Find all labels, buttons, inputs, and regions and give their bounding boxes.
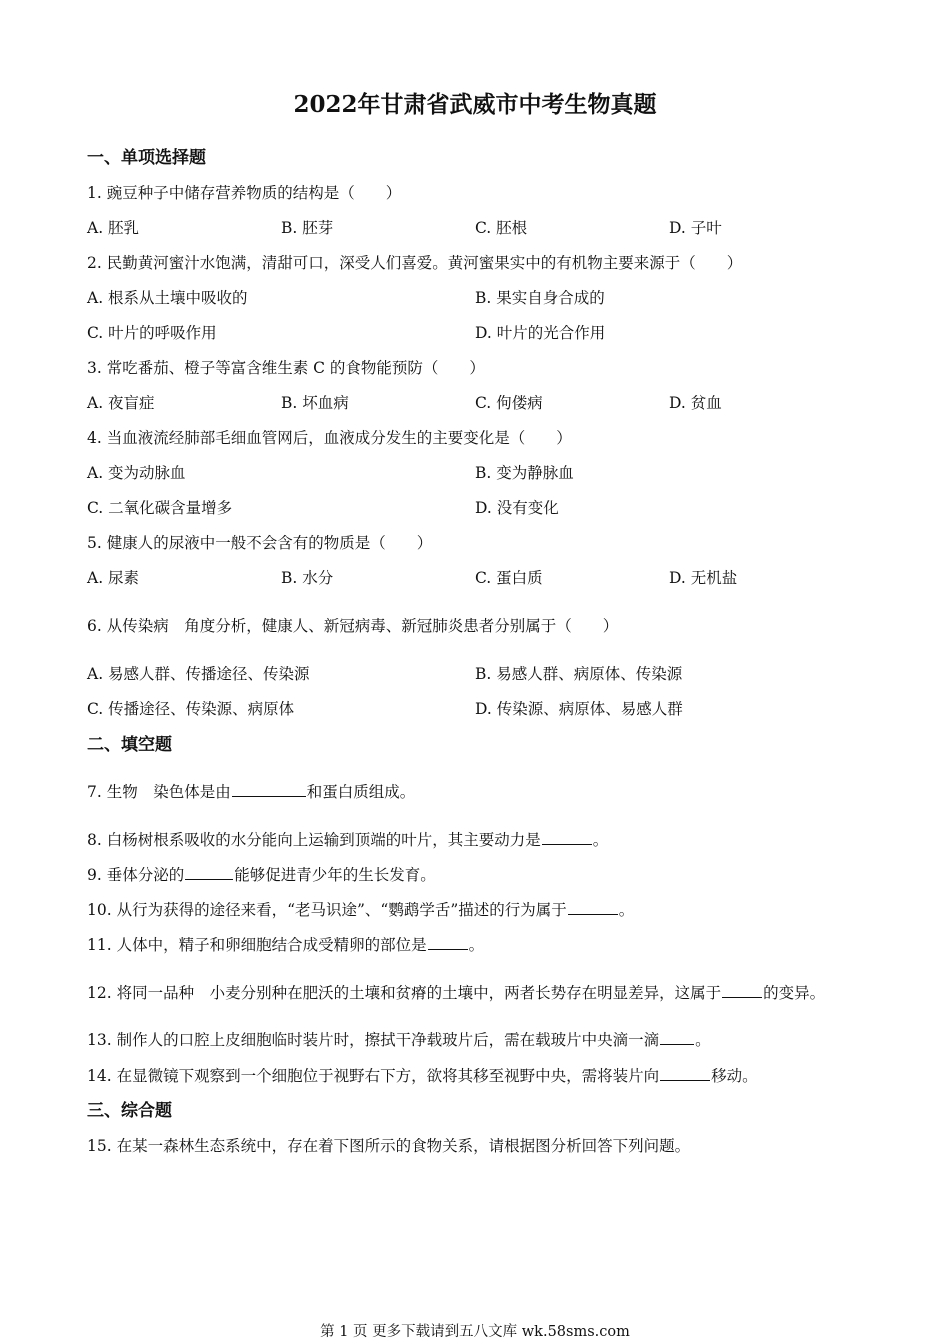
question-7-text-before: 7. 生物 染色体是由 (87, 783, 231, 801)
question-10-text-before: 10. 从行为获得的途径来看，“老马识途”、“鹦鹉学舌”描述的行为属于 (87, 901, 567, 919)
question-1-option-b: B. 胚芽 (281, 219, 334, 237)
question-7-text-after: 和蛋白质组成。 (306, 783, 416, 801)
question-5-option-a: A. 尿素 (87, 569, 140, 587)
question-5-option-c: C. 蛋白质 (475, 569, 543, 587)
question-12-text-after: 的变异。 (763, 984, 826, 1002)
question-8-text-after: 。 (592, 831, 609, 849)
question-8-answer-blank[interactable] (542, 829, 592, 845)
page-title: 2022年甘肃省武威市中考生物真题 (293, 91, 657, 118)
question-5-option-b: B. 水分 (281, 569, 334, 587)
page-footer: 第 1 页 更多下载请到五八文库 wk.58sms.com (320, 1324, 630, 1340)
question-2-option-a: A. 根系从土壤中吸收的 (87, 289, 248, 307)
question-6-option-c: C. 传播途径、传染源、病原体 (87, 700, 295, 718)
question-3-stem: 3. 常吃番茄、橙子等富含维生素 C 的食物能预防（ ） (87, 359, 485, 377)
question-2-option-c: C. 叶片的呼吸作用 (87, 324, 217, 342)
question-6-option-b: B. 易感人群、病原体、传染源 (475, 665, 683, 683)
question-1-stem: 1. 豌豆种子中储存营养物质的结构是（ ） (87, 184, 402, 202)
question-13-answer-blank[interactable] (660, 1029, 694, 1045)
question-9-text-before: 9. 垂体分泌的 (87, 866, 185, 884)
question-4-option-b: B. 变为静脉血 (475, 464, 574, 482)
question-5-stem: 5. 健康人的尿液中一般不会含有的物质是（ ） (87, 534, 433, 552)
question-6-option-d: D. 传染源、病原体、易感人群 (475, 700, 683, 718)
question-6-option-a: A. 易感人群、传播途径、传染源 (87, 665, 310, 683)
question-2-stem: 2. 民勤黄河蜜汁水饱满，清甜可口，深受人们喜爱。黄河蜜果实中的有机物主要来源于（ ） (87, 254, 743, 272)
section-heading-fill-blank: 二、填空题 (87, 735, 172, 755)
question-12-text-before: 12. 将同一品种 小麦分别种在肥沃的土壤和贫瘠的土壤中，两者长势存在明显差异，这属于 (87, 984, 722, 1002)
question-12-answer-blank[interactable] (722, 982, 762, 998)
question-9-answer-blank[interactable] (185, 864, 233, 880)
section-heading-comprehensive: 三、综合题 (87, 1101, 172, 1121)
question-14-answer-blank[interactable] (660, 1065, 710, 1081)
question-14-text-before: 14. 在显微镜下观察到一个细胞位于视野右下方，欲将其移至视野中央，需将装片向 (87, 1067, 660, 1085)
question-9 (87, 863, 436, 887)
question-10-answer-blank[interactable] (568, 899, 618, 915)
question-11 (87, 933, 484, 957)
question-12 (87, 981, 825, 1005)
question-13-text-after: 。 (695, 1031, 711, 1049)
question-3-option-a: A. 夜盲症 (87, 394, 155, 412)
question-3-option-b: B. 坏血病 (281, 394, 349, 412)
question-3-option-d: D. 贫血 (669, 394, 722, 412)
question-6-stem: 6. 从传染病 角度分析，健康人、新冠病毒、新冠肺炎患者分别属于（ ） (87, 617, 619, 635)
question-11-answer-blank[interactable] (428, 934, 468, 950)
question-4-option-d: D. 没有变化 (475, 499, 559, 517)
question-4-option-c: C. 二氧化碳含量增多 (87, 499, 233, 517)
question-1-option-d: D. 子叶 (669, 219, 722, 237)
question-8 (87, 828, 608, 852)
question-1-option-a: A. 胚乳 (87, 219, 140, 237)
question-3-option-c: C. 佝偻病 (475, 394, 543, 412)
question-1-option-c: C. 胚根 (475, 219, 528, 237)
question-5-option-d: D. 无机盐 (669, 569, 738, 587)
question-7-answer-blank[interactable] (232, 781, 306, 797)
question-8-text-before: 8. 白杨树根系吸收的水分能向上运输到顶端的叶片，其主要动力是 (87, 831, 541, 849)
question-4-stem: 4. 当血液流经肺部毛细血管网后，血液成分发生的主要变化是（ ） (87, 429, 572, 447)
question-13 (87, 1028, 711, 1052)
question-2-option-b: B. 果实自身合成的 (475, 289, 605, 307)
question-11-text-after: 。 (468, 936, 485, 954)
question-11-text-before: 11. 人体中，精子和卵细胞结合成受精卵的部位是 (87, 936, 427, 954)
question-14 (87, 1064, 758, 1088)
question-4-option-a: A. 变为动脉血 (87, 464, 186, 482)
question-14-text-after: 移动。 (711, 1067, 758, 1085)
question-7 (87, 780, 415, 804)
question-15-stem: 15. 在某一森林生态系统中，存在着下图所示的食物关系，请根据图分析回答下列问题。 (87, 1137, 691, 1155)
section-heading-single-choice: 一、单项选择题 (87, 148, 206, 168)
question-2-option-d: D. 叶片的光合作用 (475, 324, 606, 342)
question-10-text-after: 。 (618, 901, 635, 919)
question-13-text-before: 13. 制作人的口腔上皮细胞临时装片时，擦拭干净载玻片后，需在载玻片中央滴一滴 (87, 1031, 660, 1049)
question-9-text-after: 能够促进青少年的生长发育。 (234, 866, 436, 884)
question-10 (87, 898, 634, 922)
